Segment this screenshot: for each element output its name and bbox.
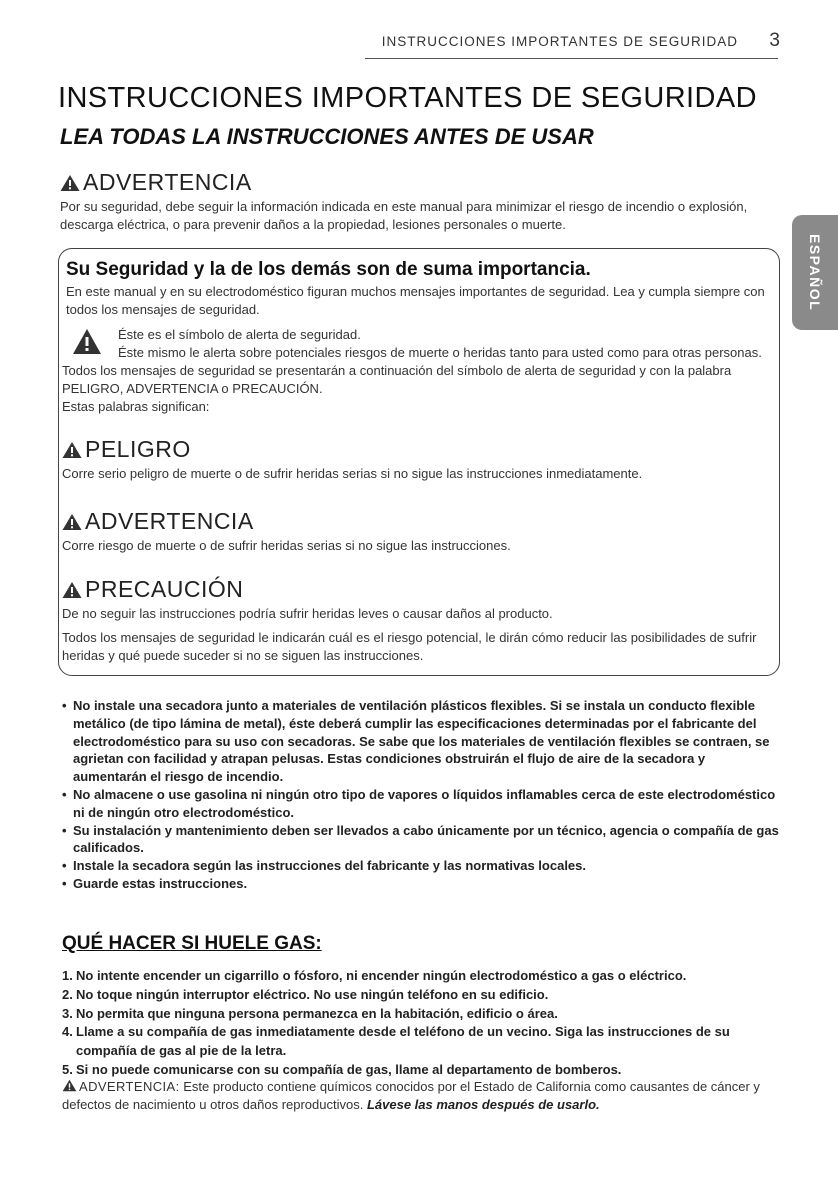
warning-text: Corre riesgo de muerte o de sufrir heridas serias si no sigue las instrucciones. <box>62 538 511 553</box>
warning-triangle-icon <box>62 513 82 531</box>
warning-triangle-icon <box>62 441 82 459</box>
gas-steps-list <box>62 967 782 1080</box>
list-item: • Guarde estas instrucciones. <box>62 875 782 893</box>
step-text: No intente encender un cigarrillo o fósforo, ni encender ningún electrodoméstico a gas o eléctrico. <box>76 968 687 983</box>
list-item <box>62 1061 782 1080</box>
danger-text: Corre serio peligro de muerte o de sufrir heridas serias si no sigue las instrucciones inmediatamente. <box>62 466 643 481</box>
safety-box-title: Su Seguridad y la de los demás son de suma importancia. <box>66 259 591 280</box>
list-item: • Su instalación y mantenimiento deben ser llevados a cabo únicamente por un técnico, agencia o compañía de gas calificados. <box>62 822 782 858</box>
step-text: No permita que ninguna persona permanezca en la habitación, edificio o área. <box>76 1005 558 1021</box>
california-warning-label: ADVERTENCIA: <box>79 1079 180 1094</box>
warning-triangle-icon <box>62 581 82 599</box>
list-item <box>62 986 782 1005</box>
step-text: Si no puede comunicarse con su compañía de gas, llame al departamento de bomberos. <box>76 1061 622 1077</box>
page-number: 3 <box>769 30 780 51</box>
step-text: No toque ningún interruptor eléctrico. No use ningún teléfono en su edificio. <box>76 986 549 1002</box>
symbol-line-2: Éste mismo le alerta sobre potenciales riesgos de muerte o heridas tanto para usted como para otras personas. <box>118 345 762 360</box>
page-subtitle: LEA TODAS LA INSTRUCCIONES ANTES DE USAR <box>60 124 594 149</box>
safety-alert-symbol-icon <box>72 328 102 355</box>
gas-section-heading: QUÉ HACER SI HUELE GAS: <box>62 933 322 954</box>
step-number: 3. <box>62 1005 73 1021</box>
step-number: 2. <box>62 986 73 1002</box>
list-item <box>62 1023 782 1061</box>
warning-triangle-icon <box>62 1079 77 1092</box>
intro-warning-text: Por su seguridad, debe seguir la información indicada en este manual para minimizar el riesgo de incendio o explosión, descarga eléctrica, o para prevenir daños a la propiedad, lesiones personales o muerte. <box>60 199 748 232</box>
safety-bullet-list <box>62 697 782 893</box>
danger-heading <box>62 436 191 463</box>
step-text: Llame a su compañía de gas inmediatamente desde el teléfono de un vecino. Siga las instrucciones de su compañía de gas al pie de la letra. <box>76 1024 730 1059</box>
page-title: INSTRUCCIONES IMPORTANTES DE SEGURIDAD <box>58 82 757 114</box>
caution-text: De no seguir las instrucciones podría sufrir heridas leves o causar daños al producto. <box>62 606 553 621</box>
california-warning <box>62 1078 782 1114</box>
step-number: 1. <box>62 968 73 983</box>
list-item: • No almacene o use gasolina ni ningún otro tipo de vapores o líquidos inflamables cerca de este electrodoméstico ni de ningún otro electrodoméstico. <box>62 786 782 822</box>
running-header: INSTRUCCIONES IMPORTANTES DE SEGURIDAD <box>381 34 738 49</box>
closing-text: Todos los mensajes de seguridad le indicarán cuál es el riesgo potencial, le dirán cómo reducir las posibilidades de sufrir heridas y qué puede suceder si no se siguen las instrucciones. <box>62 630 757 663</box>
warning-triangle-icon <box>60 174 80 192</box>
warning-heading <box>62 508 254 535</box>
caution-heading <box>62 576 243 603</box>
list-item <box>62 1005 782 1024</box>
language-tab-label: ESPAÑOL <box>807 233 823 312</box>
header-rule <box>365 58 778 59</box>
california-warning-text: Este producto contiene químicos conocidos por el Estado de California como causantes de cáncer y defectos de nacimiento u otros daños reproductivos. <box>62 1079 760 1112</box>
intro-warning-label: ADVERTENCIA <box>83 169 252 195</box>
wash-hands-notice: Lávese las manos después de usarlo. <box>366 1097 600 1112</box>
signal-words-meaning: Estas palabras significan: <box>62 399 210 414</box>
list-item: • Instale la secadora según las instrucciones del fabricante y las normativas locales. <box>62 857 782 875</box>
warning-label: ADVERTENCIA <box>85 508 254 534</box>
language-tab <box>792 215 838 330</box>
danger-label: PELIGRO <box>85 436 191 462</box>
symbol-line-1: Éste es el símbolo de alerta de seguridad. <box>118 327 361 342</box>
list-item: • No instale una secadora junto a materiales de ventilación plásticos flexibles. Si se instala un conducto flexible metálico (de tipo lámina de metal), éste deberá cumplir las especificaciones determinadas por el fabricante del electrodoméstico para su uso con secadoras. Se sabe que los materiales de ventilación flexibles se contraen, se agrietan con facilidad y atrapan pelusas. Estas condiciones obstruirán el flujo de aire de la secadora y aumentarán el riesgo de incendio. <box>62 697 782 786</box>
intro-warning-heading <box>60 169 252 196</box>
safety-box-intro: En este manual y en su electrodoméstico figuran muchos mensajes importantes de seguridad. Lea y cumpla siempre con todos los mensajes de seguridad. <box>66 284 765 317</box>
step-number: 5. <box>62 1061 73 1077</box>
caution-label: PRECAUCIÓN <box>85 576 244 602</box>
signal-words-text: Todos los mensajes de seguridad se presentarán a continuación del símbolo de alerta de seguridad y con la palabra PELIGRO, ADVERTENCIA o PRECAUCIÓN. <box>62 363 732 396</box>
step-number: 4. <box>62 1024 73 1040</box>
list-item <box>62 967 782 986</box>
